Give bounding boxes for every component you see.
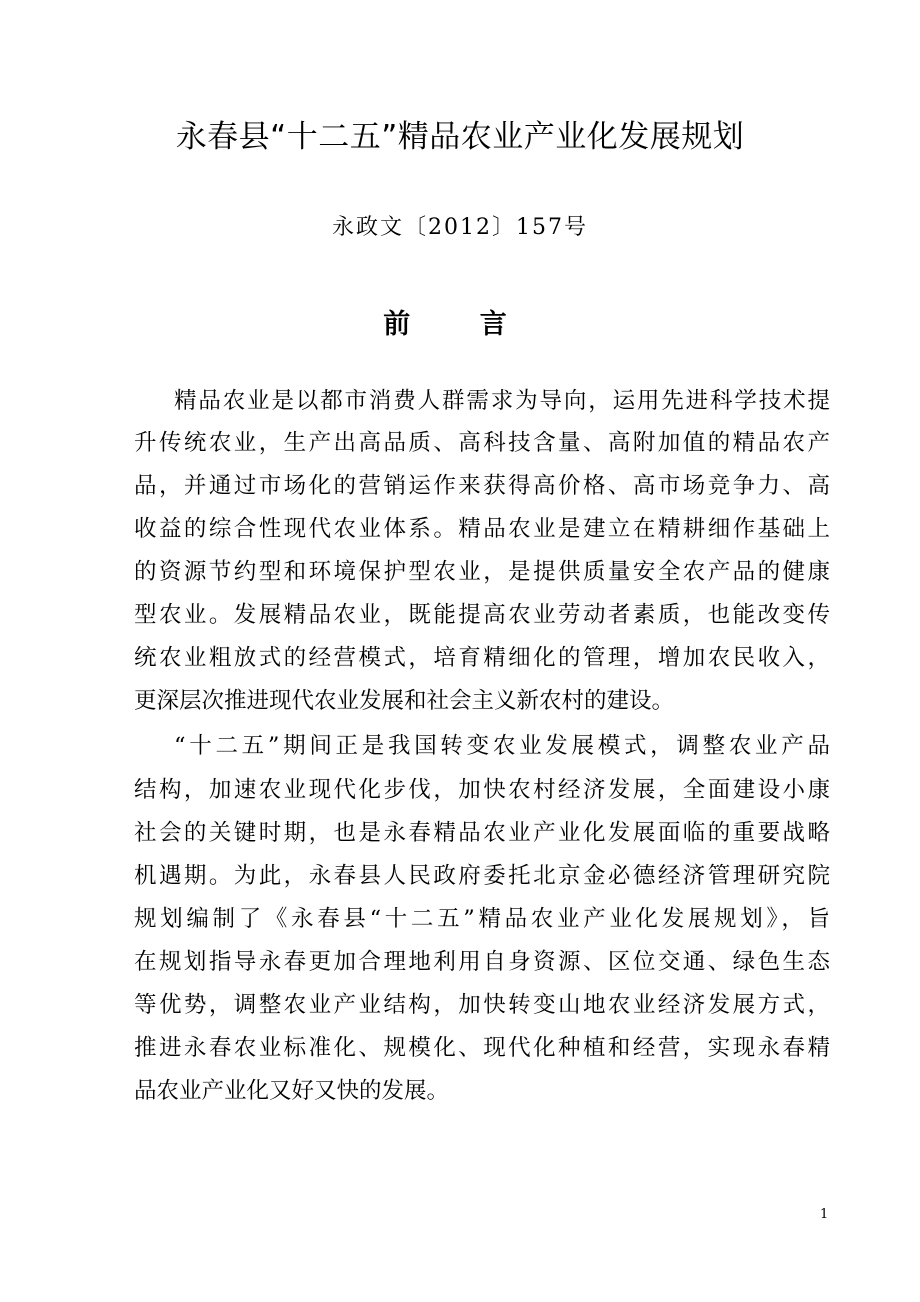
section-heading: 前 言 [383, 309, 537, 340]
paragraph-1-line-4: 收益的综合性现代农业体系。精品农业是建立在精耕细作基础上 [134, 516, 830, 542]
paragraph-2-line-6: 在规划指导永春更加合理地利用自身资源、区位交通、绿色生态 [134, 949, 830, 975]
paragraph-1-line-5: 的资源节约型和环境保护型农业，是提供质量安全农产品的健康 [134, 559, 830, 585]
paragraph-1-line-3: 品，并通过市场化的营销运作来获得高价格、高市场竞争力、高 [134, 473, 830, 499]
paragraph-2-line-9: 品农业产业化又好又快的发展。 [134, 1078, 450, 1104]
paragraph-1-line-2: 升传统农业，生产出高品质、高科技含量、高附加值的精品农产 [134, 430, 830, 456]
paragraph-1-line-7: 统农业粗放式的经营模式，培育精细化的管理，增加农民收入， [134, 645, 830, 671]
paragraph-2-line-1: “十二五”期间正是我国转变农业发展模式，调整农业产品 [174, 733, 830, 759]
paragraph-2-line-3: 社会的关键时期，也是永春精品农业产业化发展面临的重要战略 [134, 820, 830, 846]
paragraph-2-line-7: 等优势，调整农业产业结构，加快转变山地农业经济发展方式， [134, 992, 830, 1018]
document-number: 永政文〔2012〕157号 [332, 215, 588, 240]
paragraph-1-line-8: 更深层次推进现代农业发展和社会主义新农村的建设。 [134, 688, 675, 714]
paragraph-2-line-2: 结构，加速农业现代化步伐，加快农村经济发展，全面建设小康 [134, 777, 830, 803]
paragraph-1-line-6: 型农业。发展精品农业，既能提高农业劳动者素质，也能改变传 [134, 602, 830, 628]
paragraph-2-line-5: 规划编制了《永春县“十二五”精品农业产业化发展规划》，旨 [134, 906, 830, 932]
document-title: 永春县“十二五”精品农业产业化发展规划 [175, 119, 745, 155]
page-number: 1 [820, 1207, 829, 1222]
paragraph-2-line-8: 推进永春农业标准化、规模化、现代化种植和经营，实现永春精 [134, 1035, 830, 1061]
paragraph-1-line-1: 精品农业是以都市消费人群需求为导向，运用先进科学技术提 [174, 388, 830, 414]
paragraph-2-line-4: 机遇期。为此，永春县人民政府委托北京金必德经济管理研究院 [134, 863, 830, 889]
